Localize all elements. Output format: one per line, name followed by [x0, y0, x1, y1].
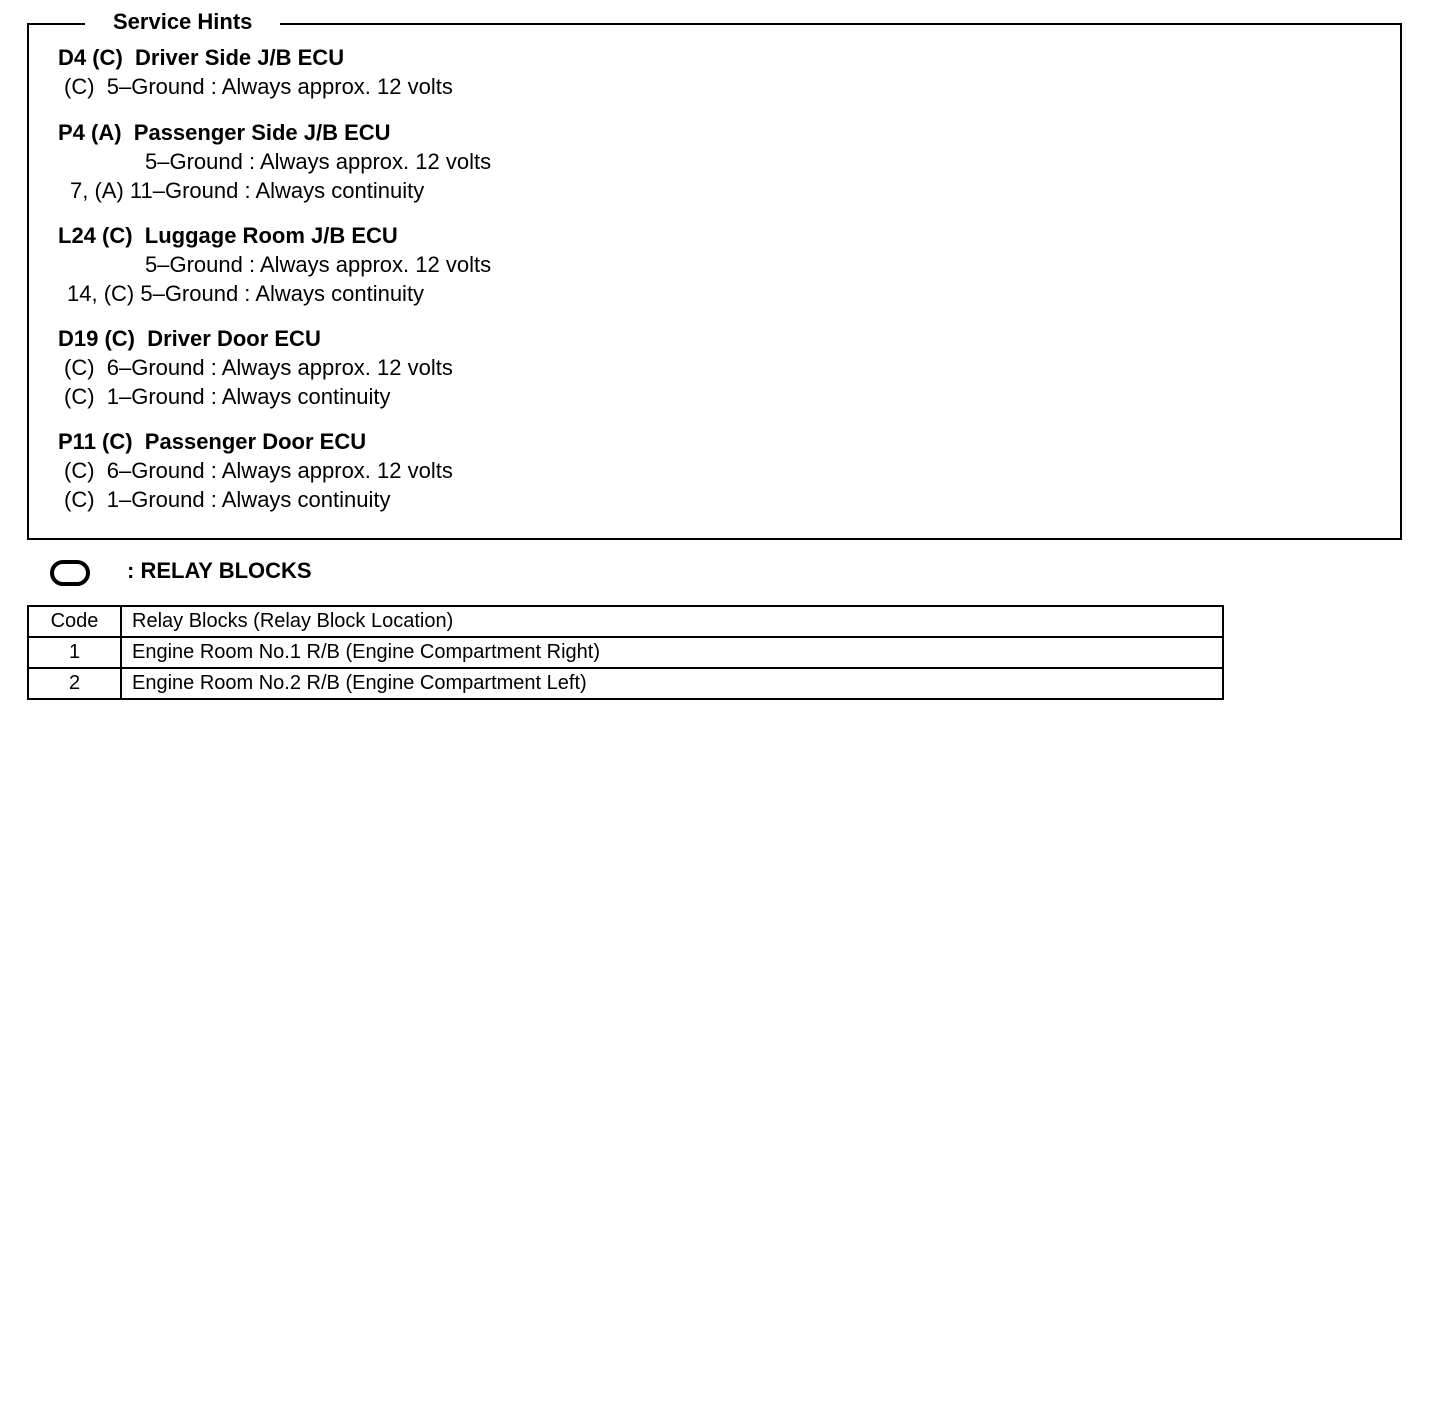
hint-line: 5–Ground : Always approx. 12 volts: [145, 149, 492, 174]
legend-label: : RELAY BLOCKS: [127, 558, 312, 583]
hint-heading: L24 (C) Luggage Room J/B ECU: [58, 223, 398, 248]
table-row: [28, 637, 1223, 668]
hint-line: (C) 1–Ground : Always continuity: [64, 487, 391, 512]
hint-line: 7, (A) 11–Ground : Always continuity: [70, 178, 425, 203]
hint-line: (C) 6–Ground : Always approx. 12 volts: [64, 355, 453, 380]
service-hints-title: Service Hints: [85, 8, 280, 36]
hint-line: (C) 1–Ground : Always continuity: [64, 384, 391, 409]
row-location: Engine Room No.1 R/B (Engine Compartment Right): [121, 637, 1223, 668]
hint-line: (C) 6–Ground : Always approx. 12 volts: [64, 458, 453, 483]
hint-line: 14, (C) 5–Ground : Always continuity: [67, 281, 425, 306]
hint-heading: P11 (C) Passenger Door ECU: [58, 429, 367, 454]
hint-group-p11: [58, 427, 453, 514]
table-row: [28, 668, 1223, 699]
row-location: Engine Room No.2 R/B (Engine Compartment Left): [121, 668, 1223, 699]
header-code: Code: [28, 606, 121, 637]
hint-heading: D19 (C) Driver Door ECU: [58, 326, 321, 351]
hint-heading: P4 (A) Passenger Side J/B ECU: [58, 120, 391, 145]
row-code: 1: [28, 637, 121, 668]
hint-group-d4: [58, 43, 453, 101]
row-code: 2: [28, 668, 121, 699]
hint-line: 5–Ground : Always approx. 12 volts: [145, 252, 492, 277]
table-header-row: [28, 606, 1223, 637]
relay-block-icon: [50, 560, 90, 586]
hint-group-p4: [58, 118, 492, 205]
header-location: Relay Blocks (Relay Block Location): [121, 606, 1223, 637]
hint-line: (C) 5–Ground : Always approx. 12 volts: [64, 74, 453, 99]
relay-blocks-table: [27, 605, 1224, 700]
hint-heading: D4 (C) Driver Side J/B ECU: [58, 45, 345, 70]
hint-group-d19: [58, 324, 453, 411]
hint-group-l24: [58, 221, 492, 308]
